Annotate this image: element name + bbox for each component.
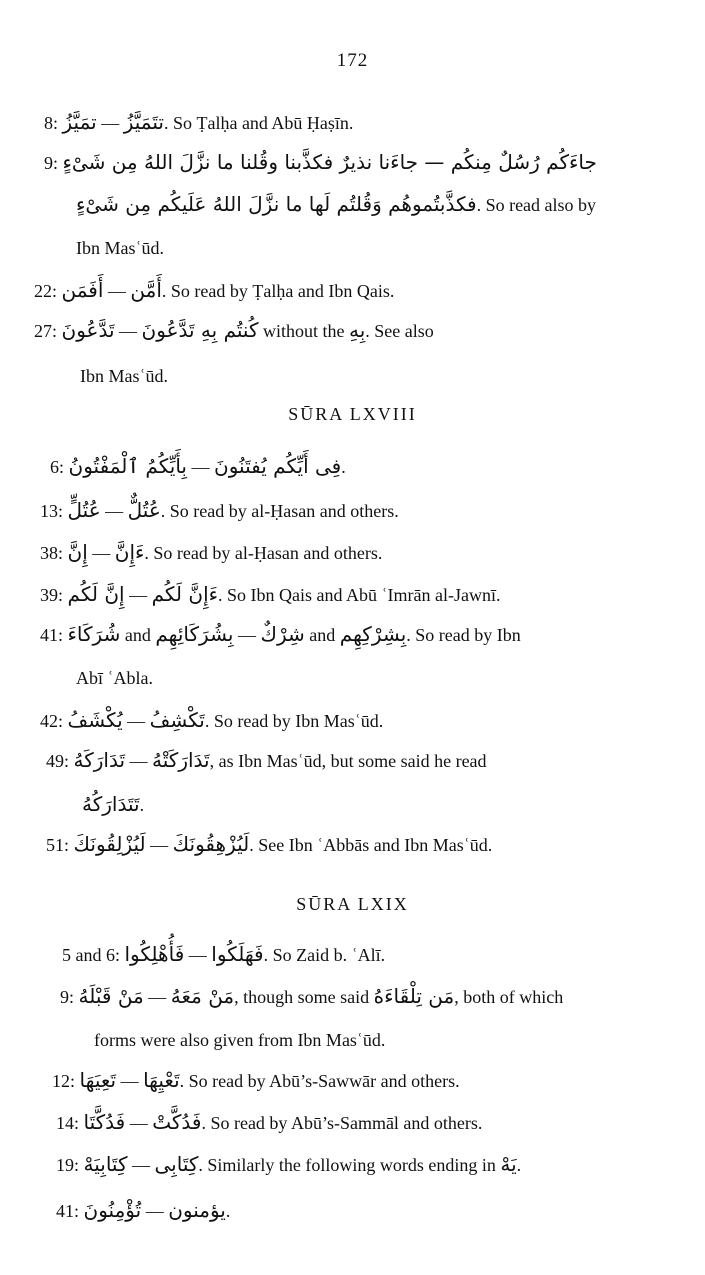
variant-line-41-cont: Abī ʿAbla. xyxy=(76,668,153,688)
variant-line-9-sura69-cont: forms were also given from Ibn Masʿūd. xyxy=(94,1030,386,1050)
variant-line-9-cont: فكذَّبتُموهُم وَقُلتُم لَها ما نزَّلَ اللهُ عَلَيكُم مِن شَىْءٍ. So read also by xyxy=(76,192,597,216)
sura-heading-69: SŪRA LXIX xyxy=(296,894,409,914)
variant-line-27: 27: تَدَّعُونَ — كُنتُم بِهِ تَدَّعُونَ without the بِهِ. See also xyxy=(34,318,434,342)
variant-line-14: 14: فَدُكَّتَا — فَدُكَّتْ. So read by Abū’s-Sammāl and others. xyxy=(56,1110,483,1134)
variant-line-9-sura69: 9: مَنْ قَبْلَهُ — مَنْ مَعَهُ, though some said مَن تِلْقَاءَهُ, both of which xyxy=(60,984,564,1008)
variant-line-51: 51: لَيُزْلِقُونَكَ — لَيُزْهِقُونَكَ. See Ibn ʿAbbās and Ibn Masʿūd. xyxy=(46,832,493,856)
variant-line-27-cont: Ibn Masʿūd. xyxy=(80,366,168,386)
page-number: 172 xyxy=(336,50,369,71)
variant-line-9: 9: جاءَكُم رُسُلٌ مِنكُم — جاءَنا نذيرٌ فكذَّبنا وقُلنا ما نزَّلَ اللهُ مِن شَىْءٍ xyxy=(44,150,597,174)
variant-line-12: 12: تَعِيَهَا — تَعْيِهَا. So read by Abū’s-Sawwār and others. xyxy=(52,1068,460,1092)
variant-line-13: 13: عُتُلٍّ — عُتُلٌّ. So read by al-Ḥasan and others. xyxy=(40,498,399,522)
variant-line-41: 41: شُرَكَاءَ and بِشُرَكَائِهِم — شِرْكٌ and بِشِرْكِهِم. So read by Ibn xyxy=(40,622,521,646)
variant-line-39: 39: إِنَّ لَكُم — ءَإِنَّ لَكُم. So Ibn Qais and Abū ʿImrān al-Jawnī. xyxy=(40,582,501,606)
variant-line-5-6: 5 and 6: فَأُهْلِكُوا — فَهَلَكُوا. So Zaid b. ʿAlī. xyxy=(62,942,386,966)
variant-line-9-cont2: Ibn Masʿūd. xyxy=(76,238,164,258)
sura-heading-68: SŪRA LXVIII xyxy=(288,404,417,424)
variant-line-8: 8: تمَيَّزُ — تتَمَيَّزُ. So Ṭalḥa and Abū Ḥaṣīn. xyxy=(44,110,354,134)
variant-line-49: 49: تَدَارَكَهُ — تَدَارَكَتْهُ, as Ibn Masʿūd, but some said he read xyxy=(46,748,487,772)
variant-line-22: 22: أَفَمَن — أَمَّن. So read by Ṭalḥa and Ibn Qais. xyxy=(34,278,395,302)
variant-line-42: 42: يُكْشَفُ — تَكْشِفُ. So read by Ibn Masʿūd. xyxy=(40,708,384,732)
variant-line-41-sura69: 41: تُؤْمِنُونَ — يؤمنون. xyxy=(56,1198,231,1222)
variant-line-19: 19: كِتَابِيَهْ — كِتَابِى. Similarly the following words ending in يَهْ. xyxy=(56,1152,522,1176)
variant-line-38: 38: إِنَّ — ءَإِنَّ. So read by al-Ḥasan and others. xyxy=(40,540,383,564)
variant-line-6: 6: بِأَيِّكُمُ ٱلْمَفْتُونُ — فِى أَيِّكُم يُفتَنُونَ. xyxy=(50,454,346,478)
variant-line-49-cont: تَتَدَارَكُهُ. xyxy=(82,792,145,816)
